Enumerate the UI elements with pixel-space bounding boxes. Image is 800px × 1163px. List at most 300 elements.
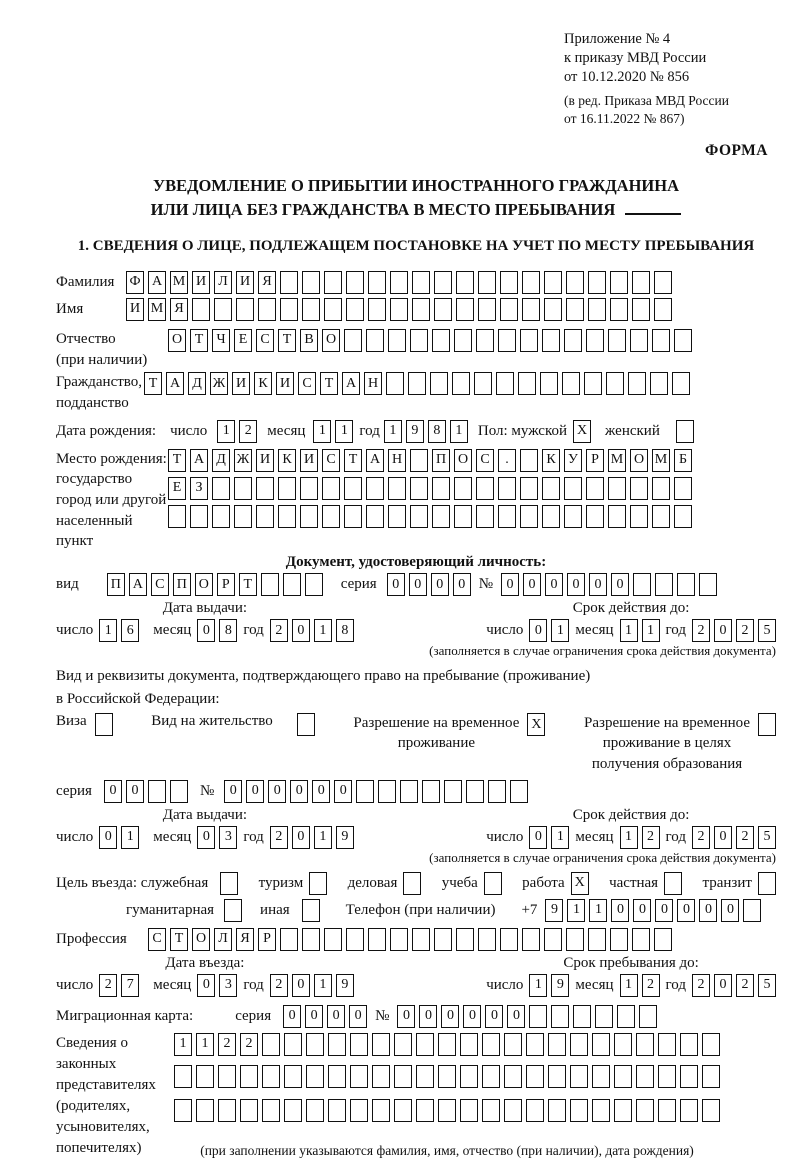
cell[interactable] — [680, 1065, 698, 1088]
cell[interactable]: 9 — [336, 974, 354, 997]
cell[interactable] — [608, 505, 626, 528]
cell[interactable]: 1 — [314, 826, 332, 849]
cell[interactable] — [630, 505, 648, 528]
cell[interactable] — [346, 928, 364, 951]
cell[interactable]: А — [166, 372, 184, 395]
cell[interactable] — [324, 928, 342, 951]
cell[interactable] — [614, 1099, 632, 1122]
migration-number-cells[interactable] — [397, 1005, 657, 1028]
doc-valid-month-cells[interactable] — [620, 619, 660, 642]
cell[interactable] — [366, 505, 384, 528]
residence-permit-checkbox[interactable] — [297, 713, 315, 736]
patronymic-cells[interactable] — [168, 329, 692, 352]
cell[interactable] — [170, 780, 188, 803]
cell[interactable]: 0 — [224, 780, 242, 803]
representatives-cells-row3[interactable] — [174, 1099, 720, 1122]
cell[interactable] — [702, 1033, 720, 1056]
cell[interactable] — [610, 298, 628, 321]
cell[interactable] — [300, 505, 318, 528]
cell[interactable]: 0 — [290, 780, 308, 803]
cell[interactable]: 0 — [99, 826, 117, 849]
cell[interactable] — [240, 1065, 258, 1088]
cell[interactable]: А — [366, 449, 384, 472]
cell[interactable] — [278, 477, 296, 500]
cell[interactable] — [482, 1099, 500, 1122]
cell[interactable] — [224, 899, 242, 922]
cell[interactable] — [280, 928, 298, 951]
cell[interactable] — [302, 899, 320, 922]
cell[interactable] — [454, 477, 472, 500]
cell[interactable]: У — [564, 449, 582, 472]
birth-day-cells[interactable] — [217, 420, 257, 443]
cell[interactable] — [283, 573, 301, 596]
cell[interactable] — [309, 872, 327, 895]
cell[interactable] — [548, 1033, 566, 1056]
cell[interactable] — [378, 780, 396, 803]
cell[interactable]: П — [107, 573, 125, 596]
cell[interactable] — [432, 329, 450, 352]
purpose-private-checkbox[interactable] — [664, 872, 682, 895]
temp-residence-edu-checkbox[interactable] — [758, 713, 776, 736]
cell[interactable]: 9 — [406, 420, 424, 443]
cell[interactable] — [410, 477, 428, 500]
cell[interactable] — [540, 372, 558, 395]
cell[interactable] — [658, 1065, 676, 1088]
cell[interactable] — [261, 573, 279, 596]
cell[interactable]: 0 — [529, 619, 547, 642]
cell[interactable] — [410, 505, 428, 528]
cell[interactable]: 5 — [758, 974, 776, 997]
purpose-work-checkbox[interactable] — [571, 872, 589, 895]
cell[interactable]: С — [148, 928, 166, 951]
cell[interactable] — [366, 329, 384, 352]
cell[interactable]: 6 — [121, 619, 139, 642]
cell[interactable] — [344, 329, 362, 352]
cell[interactable] — [573, 1005, 591, 1028]
cell[interactable] — [460, 1033, 478, 1056]
cell[interactable] — [372, 1033, 390, 1056]
doc-issue-day-cells[interactable] — [99, 619, 139, 642]
cell[interactable]: О — [192, 928, 210, 951]
cell[interactable] — [586, 329, 604, 352]
cell[interactable] — [617, 1005, 635, 1028]
entry-year-cells[interactable] — [270, 974, 354, 997]
cell[interactable] — [526, 1065, 544, 1088]
cell[interactable] — [758, 872, 776, 895]
cell[interactable]: 5 — [758, 619, 776, 642]
cell[interactable]: 2 — [239, 420, 257, 443]
cell[interactable] — [302, 298, 320, 321]
doc-series-cells[interactable] — [387, 573, 471, 596]
cell[interactable] — [551, 1005, 569, 1028]
cell[interactable]: 0 — [714, 619, 732, 642]
cell[interactable] — [394, 1099, 412, 1122]
cell[interactable]: 0 — [327, 1005, 345, 1028]
cell[interactable] — [482, 1065, 500, 1088]
permit-valid-year-cells[interactable] — [692, 826, 776, 849]
cell[interactable] — [522, 271, 540, 294]
cell[interactable]: И — [192, 271, 210, 294]
cell[interactable] — [520, 505, 538, 528]
cell[interactable]: 0 — [197, 619, 215, 642]
cell[interactable] — [356, 780, 374, 803]
cell[interactable] — [372, 1065, 390, 1088]
cell[interactable] — [608, 477, 626, 500]
cell[interactable] — [306, 1099, 324, 1122]
cell[interactable] — [174, 1099, 192, 1122]
cell[interactable] — [504, 1033, 522, 1056]
cell[interactable]: С — [151, 573, 169, 596]
cell[interactable] — [258, 298, 276, 321]
cell[interactable]: А — [148, 271, 166, 294]
cell[interactable]: Л — [214, 271, 232, 294]
cell[interactable]: Т — [239, 573, 257, 596]
cell[interactable]: 9 — [336, 826, 354, 849]
cell[interactable]: 2 — [692, 826, 710, 849]
cell[interactable]: 0 — [453, 573, 471, 596]
cell[interactable]: 0 — [334, 780, 352, 803]
cell[interactable] — [434, 928, 452, 951]
birth-month-cells[interactable] — [313, 420, 353, 443]
cell[interactable] — [388, 477, 406, 500]
cell[interactable] — [650, 372, 668, 395]
cell[interactable] — [498, 477, 516, 500]
cell[interactable] — [564, 477, 582, 500]
cell[interactable]: И — [276, 372, 294, 395]
cell[interactable]: 0 — [677, 899, 695, 922]
cell[interactable]: 0 — [104, 780, 122, 803]
permit-number-cells[interactable] — [224, 780, 528, 803]
cell[interactable] — [674, 329, 692, 352]
cell[interactable] — [672, 372, 690, 395]
cell[interactable] — [256, 505, 274, 528]
cell[interactable] — [234, 477, 252, 500]
cell[interactable] — [430, 372, 448, 395]
doc-issue-year-cells[interactable] — [270, 619, 354, 642]
cell[interactable]: 1 — [567, 899, 585, 922]
cell[interactable] — [196, 1099, 214, 1122]
cell[interactable] — [306, 1033, 324, 1056]
citizenship-cells[interactable] — [144, 372, 690, 395]
cell[interactable] — [592, 1033, 610, 1056]
cell[interactable] — [372, 1099, 390, 1122]
cell[interactable] — [595, 1005, 613, 1028]
cell[interactable]: Р — [258, 928, 276, 951]
cell[interactable] — [262, 1099, 280, 1122]
cell[interactable]: 0 — [283, 1005, 301, 1028]
cell[interactable]: 2 — [270, 619, 288, 642]
birth-place-cells-row1[interactable] — [168, 449, 692, 472]
cell[interactable] — [410, 449, 428, 472]
cell[interactable] — [636, 1033, 654, 1056]
cell[interactable]: 8 — [219, 619, 237, 642]
cell[interactable] — [390, 298, 408, 321]
cell[interactable]: А — [190, 449, 208, 472]
cell[interactable] — [632, 271, 650, 294]
phone-cells[interactable] — [545, 899, 761, 922]
cell[interactable]: 7 — [121, 974, 139, 997]
permit-issue-year-cells[interactable] — [270, 826, 354, 849]
cell[interactable] — [518, 372, 536, 395]
cell[interactable]: 0 — [485, 1005, 503, 1028]
cell[interactable] — [500, 928, 518, 951]
cell[interactable] — [544, 298, 562, 321]
cell[interactable] — [630, 477, 648, 500]
cell[interactable]: 1 — [620, 974, 638, 997]
cell[interactable] — [212, 477, 230, 500]
cell[interactable]: А — [342, 372, 360, 395]
cell[interactable]: Т — [278, 329, 296, 352]
cell[interactable]: . — [498, 449, 516, 472]
cell[interactable]: М — [148, 298, 166, 321]
cell[interactable] — [386, 372, 404, 395]
cell[interactable]: 1 — [99, 619, 117, 642]
representatives-cells-row2[interactable] — [174, 1065, 720, 1088]
cell[interactable]: 1 — [335, 420, 353, 443]
cell[interactable]: 1 — [174, 1033, 192, 1056]
cell[interactable] — [322, 505, 340, 528]
cell[interactable]: 0 — [501, 573, 519, 596]
cell[interactable]: 0 — [721, 899, 739, 922]
cell[interactable]: X — [573, 420, 591, 443]
cell[interactable] — [500, 271, 518, 294]
cell[interactable] — [438, 1065, 456, 1088]
cell[interactable]: 0 — [714, 826, 732, 849]
cell[interactable] — [655, 573, 673, 596]
stay-day-cells[interactable] — [529, 974, 569, 997]
cell[interactable]: С — [476, 449, 494, 472]
cell[interactable]: 8 — [428, 420, 446, 443]
permit-valid-day-cells[interactable] — [529, 826, 569, 849]
cell[interactable]: Е — [168, 477, 186, 500]
cell[interactable]: 2 — [736, 619, 754, 642]
cell[interactable] — [390, 271, 408, 294]
cell[interactable] — [432, 505, 450, 528]
cell[interactable] — [654, 298, 672, 321]
cell[interactable] — [297, 713, 315, 736]
cell[interactable] — [564, 329, 582, 352]
cell[interactable] — [520, 329, 538, 352]
cell[interactable]: И — [300, 449, 318, 472]
cell[interactable]: Ж — [210, 372, 228, 395]
cell[interactable]: 0 — [714, 974, 732, 997]
cell[interactable] — [434, 298, 452, 321]
cell[interactable] — [674, 505, 692, 528]
cell[interactable]: 3 — [219, 826, 237, 849]
cell[interactable]: 0 — [589, 573, 607, 596]
cell[interactable] — [658, 1033, 676, 1056]
cell[interactable]: С — [322, 449, 340, 472]
cell[interactable] — [322, 477, 340, 500]
cell[interactable] — [586, 477, 604, 500]
cell[interactable] — [476, 477, 494, 500]
cell[interactable]: 0 — [419, 1005, 437, 1028]
cell[interactable] — [652, 329, 670, 352]
cell[interactable]: 9 — [551, 974, 569, 997]
doc-type-cells[interactable] — [107, 573, 323, 596]
cell[interactable] — [636, 1099, 654, 1122]
cell[interactable] — [566, 928, 584, 951]
cell[interactable]: Ч — [212, 329, 230, 352]
cell[interactable] — [454, 329, 472, 352]
cell[interactable] — [280, 271, 298, 294]
cell[interactable] — [654, 928, 672, 951]
cell[interactable]: 0 — [529, 826, 547, 849]
cell[interactable]: Ж — [234, 449, 252, 472]
cell[interactable] — [522, 298, 540, 321]
cell[interactable] — [196, 1065, 214, 1088]
purpose-business-checkbox[interactable] — [220, 872, 238, 895]
cell[interactable] — [636, 1065, 654, 1088]
cell[interactable] — [639, 1005, 657, 1028]
cell[interactable] — [566, 271, 584, 294]
cell[interactable]: Т — [344, 449, 362, 472]
cell[interactable]: Д — [212, 449, 230, 472]
cell[interactable] — [628, 372, 646, 395]
cell[interactable]: 2 — [270, 826, 288, 849]
cell[interactable] — [328, 1033, 346, 1056]
cell[interactable] — [324, 298, 342, 321]
cell[interactable]: 1 — [620, 619, 638, 642]
purpose-tourism-checkbox[interactable] — [309, 872, 327, 895]
cell[interactable] — [262, 1065, 280, 1088]
cell[interactable]: Н — [388, 449, 406, 472]
purpose-study-checkbox[interactable] — [484, 872, 502, 895]
stay-month-cells[interactable] — [620, 974, 660, 997]
cell[interactable]: О — [630, 449, 648, 472]
cell[interactable] — [542, 505, 560, 528]
cell[interactable] — [192, 298, 210, 321]
cell[interactable] — [344, 505, 362, 528]
cell[interactable] — [346, 271, 364, 294]
cell[interactable]: О — [454, 449, 472, 472]
cell[interactable]: О — [322, 329, 340, 352]
cell[interactable]: 0 — [292, 826, 310, 849]
cell[interactable] — [544, 928, 562, 951]
cell[interactable]: М — [170, 271, 188, 294]
cell[interactable] — [608, 329, 626, 352]
birth-place-cells-row3[interactable] — [168, 505, 692, 528]
cell[interactable] — [570, 1065, 588, 1088]
cell[interactable] — [284, 1033, 302, 1056]
cell[interactable]: Н — [364, 372, 382, 395]
cell[interactable]: 2 — [99, 974, 117, 997]
cell[interactable]: 1 — [314, 619, 332, 642]
cell[interactable]: А — [129, 573, 147, 596]
cell[interactable]: И — [232, 372, 250, 395]
cell[interactable] — [412, 928, 430, 951]
cell[interactable]: Е — [234, 329, 252, 352]
cell[interactable]: 3 — [219, 974, 237, 997]
cell[interactable]: З — [190, 477, 208, 500]
cell[interactable]: 0 — [246, 780, 264, 803]
cell[interactable] — [408, 372, 426, 395]
cell[interactable] — [566, 298, 584, 321]
given-name-cells[interactable] — [126, 298, 672, 321]
cell[interactable] — [452, 372, 470, 395]
cell[interactable] — [416, 1033, 434, 1056]
cell[interactable] — [562, 372, 580, 395]
cell[interactable] — [412, 298, 430, 321]
cell[interactable]: Я — [236, 928, 254, 951]
cell[interactable] — [478, 928, 496, 951]
cell[interactable] — [542, 477, 560, 500]
cell[interactable] — [478, 271, 496, 294]
cell[interactable]: С — [256, 329, 274, 352]
cell[interactable] — [454, 505, 472, 528]
cell[interactable]: 1 — [620, 826, 638, 849]
cell[interactable] — [592, 1065, 610, 1088]
cell[interactable]: Л — [214, 928, 232, 951]
cell[interactable] — [474, 372, 492, 395]
sex-female-checkbox[interactable] — [676, 420, 694, 443]
cell[interactable]: 0 — [387, 573, 405, 596]
cell[interactable] — [460, 1099, 478, 1122]
cell[interactable] — [570, 1099, 588, 1122]
cell[interactable]: 1 — [384, 420, 402, 443]
cell[interactable]: 2 — [218, 1033, 236, 1056]
cell[interactable]: 1 — [196, 1033, 214, 1056]
cell[interactable] — [548, 1065, 566, 1088]
cell[interactable] — [300, 477, 318, 500]
cell[interactable]: 1 — [529, 974, 547, 997]
cell[interactable] — [488, 780, 506, 803]
cell[interactable] — [466, 780, 484, 803]
cell[interactable] — [236, 298, 254, 321]
representatives-cells-row1[interactable] — [174, 1033, 720, 1056]
cell[interactable] — [190, 505, 208, 528]
cell[interactable]: 0 — [507, 1005, 525, 1028]
cell[interactable] — [174, 1065, 192, 1088]
cell[interactable] — [438, 1099, 456, 1122]
permit-issue-month-cells[interactable] — [197, 826, 237, 849]
cell[interactable]: 2 — [736, 826, 754, 849]
cell[interactable] — [542, 329, 560, 352]
cell[interactable] — [570, 1033, 588, 1056]
cell[interactable]: Р — [586, 449, 604, 472]
cell[interactable] — [394, 1065, 412, 1088]
cell[interactable]: Ф — [126, 271, 144, 294]
cell[interactable] — [350, 1033, 368, 1056]
cell[interactable]: 0 — [349, 1005, 367, 1028]
cell[interactable] — [368, 298, 386, 321]
cell[interactable] — [350, 1065, 368, 1088]
cell[interactable]: 2 — [736, 974, 754, 997]
cell[interactable] — [306, 1065, 324, 1088]
cell[interactable]: Б — [674, 449, 692, 472]
cell[interactable]: 0 — [545, 573, 563, 596]
cell[interactable] — [410, 329, 428, 352]
cell[interactable] — [526, 1033, 544, 1056]
cell[interactable] — [699, 573, 717, 596]
cell[interactable]: 0 — [463, 1005, 481, 1028]
birth-place-cells-row2[interactable] — [168, 477, 692, 500]
cell[interactable]: П — [432, 449, 450, 472]
cell[interactable]: Т — [170, 928, 188, 951]
cell[interactable]: 1 — [121, 826, 139, 849]
cell[interactable]: 2 — [270, 974, 288, 997]
purpose-humanitarian-checkbox[interactable] — [224, 899, 242, 922]
cell[interactable] — [444, 780, 462, 803]
cell[interactable]: 2 — [642, 974, 660, 997]
doc-issue-month-cells[interactable] — [197, 619, 237, 642]
entry-day-cells[interactable] — [99, 974, 139, 997]
cell[interactable]: В — [300, 329, 318, 352]
cell[interactable] — [520, 477, 538, 500]
cell[interactable] — [702, 1065, 720, 1088]
cell[interactable] — [564, 505, 582, 528]
cell[interactable] — [614, 1033, 632, 1056]
